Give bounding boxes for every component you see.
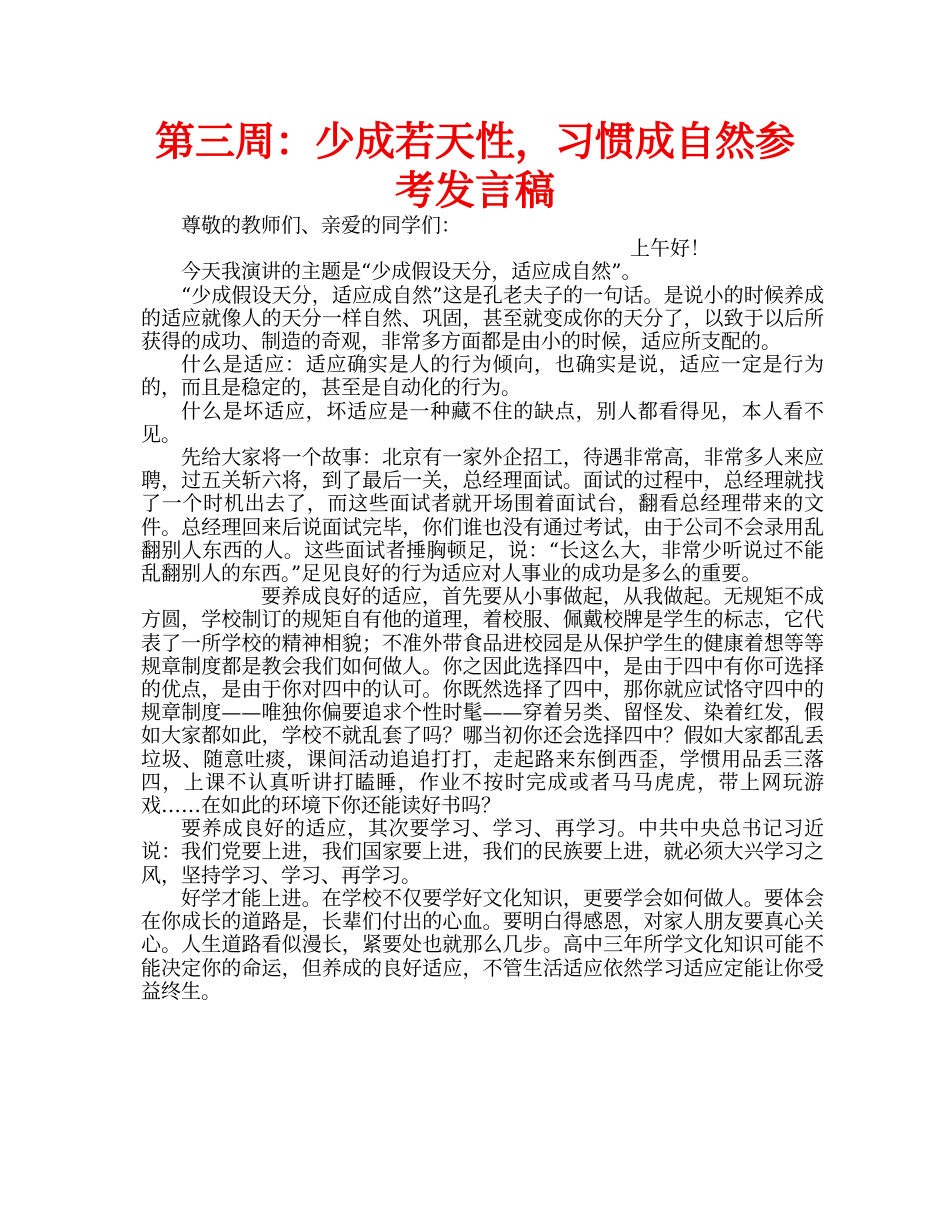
paragraph: 什么是适应：适应确实是人的行为倾向，也确实是说，适应一定是行为的，而且是稳定的，甚至是自动化的行为。 [141, 352, 824, 400]
salutation: 尊敬的教师们、亲爱的同学们： [181, 213, 461, 237]
document-body [141, 214, 824, 1003]
paragraph: 什么是坏适应，坏适应是一种藏不住的缺点，别人都看得见，本人看不见。 [141, 398, 824, 446]
paragraph: 先给大家将一个故事：北京有一家外企招工，待遇非常高，非常多人来应聘，过五关斩六将，到了最后一关，总经理面试。面试的过程中，总经理就找了一个时机出去了，而这些面试者就开场围着面试台，翻看总经理带来的文件。总经理回来后说面试完毕，你们谁也没有通过考试，由于公司不会录用乱翻别人东西的人。这些面试者捶胸顿足，说：“长这么大，非常少听说过不能乱翻别人的东西。”足见良好的行为适应对人事业的成功是多么的重要。 [141, 445, 824, 586]
greeting: 上午好！ [630, 236, 710, 261]
document-title: 第三周：少成若天性，习惯成自然参考发言稿 [155, 119, 795, 214]
paragraph: “少成假设天分，适应成自然”这是孔老夫子的一句话。是说小的时候养成的适应就像人的天分一样自然、巩固，甚至就变成你的天分了，以致于以后所获得的成功、制造的奇观，非常多方面都是由小的时候，适应所支配的。 [141, 282, 824, 354]
paragraph: 好学才能上进。在学校不仅要学好文化知识，更要学会如何做人。要体会在你成长的道路是，长辈们付出的心血。要明白得感恩，对家人朋友要真心关心。人生道路看似漫长，紧要处也就那么几步。高中三年所学文化知识可能不能决定你的命运，但养成的良好适应，不管生活适应依然学习适应定能让你受益终生。 [141, 885, 824, 1003]
paragraph: 要养成良好的适应，其次要学习、学习、再学习。中共中央总书记习近说：我们党要上进，我们国家要上进，我们的民族要上进，就必须大兴学习之风，坚持学习、学习、再学习。 [141, 816, 824, 887]
paragraph: 今天我演讲的主题是“少成假设天分，适应成自然”。 [181, 259, 642, 284]
paragraph: 要养成良好的适应，首先要从小事做起，从我做起。无规矩不成方圆，学校制订的规矩自有他的道理，着校服、佩戴校牌是学生的标志，它代表了一所学校的精神相貌；不准外带食品进校园是从保护学生的健康着想等等规章制度都是教会我们如何做人。你之因此选择四中，是由于四中有你可选择的优点，是由于你对四中的认可。你既然选择了四中，那你就应试恪守四中的规章制度——唯独你偏要追求个性时髦——穿着另类、留怪发、染着红发，假如大家都如此，学校不就乱套了吗？哪当初你还会选择四中？假如大家都乱丢垃圾、随意吐痰，课间活动追追打打，走起路来东倒西歪，学惯用品丢三落四，上课不认真听讲打瞌睡，作业不按时完成或者马马虎虎，带上网玩游戏……在如此的环境下你还能读好书吗？ [141, 584, 824, 818]
